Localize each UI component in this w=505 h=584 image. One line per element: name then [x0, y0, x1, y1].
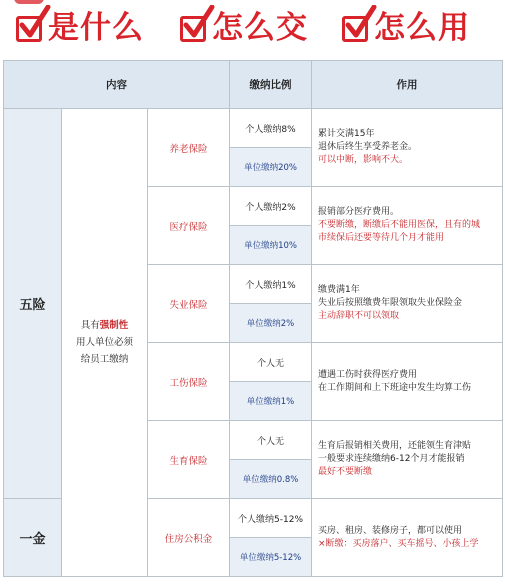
insurance-name: 工伤保险 — [148, 343, 230, 421]
use-line: 报销部分医疗费用。 — [318, 207, 400, 217]
use-line: 市续保后还要等待几个月才能用 — [318, 233, 445, 243]
description-line3: 给员工缴纳 — [80, 354, 129, 365]
personal-rate: 个人缴纳8% — [230, 109, 312, 148]
insurance-name: 医疗保险 — [148, 187, 230, 265]
use-line: 失业后按照缴费年限领取失业保险金 — [318, 298, 463, 308]
header — [0, 0, 505, 58]
decor-mark — [14, 0, 44, 4]
unit-rate: 单位缴纳0.8% — [230, 460, 312, 499]
use-line: 买房、租房、装修房子，都可以使用 — [318, 525, 463, 536]
use-cell — [312, 499, 503, 577]
use-line: 可以中断，影响不大。 — [318, 155, 409, 165]
col-header-use: 作用 — [312, 61, 503, 109]
insurance-name: 失业保险 — [148, 265, 230, 343]
insurance-name: 生育保险 — [148, 421, 230, 499]
use-line: 生育后报销相关费用，还能领生育津贴 — [318, 441, 472, 451]
personal-rate: 个人无 — [230, 421, 312, 460]
unit-rate: 单位缴纳1% — [230, 382, 312, 421]
use-line: 遭遇工伤时获得医疗费用 — [318, 369, 418, 380]
personal-rate: 个人缴纳2% — [230, 187, 312, 226]
unit-rate: 单位缴纳20% — [230, 148, 312, 187]
highlight-mandatory: 强制性 — [99, 320, 129, 331]
personal-rate: 个人缴纳1% — [230, 265, 312, 304]
header-label: 是什么 — [48, 10, 144, 46]
use-line: 缴费满1年 — [318, 285, 360, 295]
description-cell — [62, 109, 148, 577]
checkbox-icon — [342, 16, 368, 42]
category-yijin: 一金 — [4, 499, 62, 577]
col-header-content: 内容 — [4, 61, 230, 109]
insurance-name: 养老保险 — [148, 109, 230, 187]
use-line: 退休后终生享受养老金。 — [318, 142, 418, 152]
use-line: 一般要求连续缴纳6-12个月才能报销 — [318, 454, 465, 464]
header-label: 怎么用 — [374, 10, 470, 46]
description-line2: 用人单位必须 — [75, 337, 133, 348]
unit-rate: 单位缴纳10% — [230, 226, 312, 265]
use-cell — [312, 109, 503, 187]
personal-rate: 个人无 — [230, 343, 312, 382]
category-wuxian: 五险 — [4, 109, 62, 499]
checkbox-icon — [16, 16, 42, 42]
unit-rate: 单位缴纳2% — [230, 304, 312, 343]
use-line: 累计交满15年 — [318, 129, 375, 139]
use-cell — [312, 421, 503, 499]
use-cell — [312, 187, 503, 265]
use-cell — [312, 265, 503, 343]
col-header-ratio: 缴纳比例 — [230, 61, 312, 109]
use-cell — [312, 343, 503, 421]
use-line: 主动辞职不可以领取 — [318, 311, 400, 321]
use-line: ×断缴：买房落户、买车摇号、小孩上学 — [318, 538, 479, 549]
use-line: 最好不要断缴 — [318, 467, 373, 477]
insurance-table — [3, 60, 503, 577]
use-line: 在工作期间和上下班途中发生均算工伤 — [318, 382, 472, 393]
insurance-name: 住房公积金 — [148, 499, 230, 577]
description-line1: 具有强制性 — [80, 320, 129, 331]
checkbox-icon — [180, 16, 206, 42]
use-line: 不要断缴，断缴后不能用医保，且有的城 — [318, 220, 481, 230]
unit-rate: 单位缴纳5-12% — [230, 538, 312, 577]
personal-rate: 个人缴纳5-12% — [230, 499, 312, 538]
header-label: 怎么交 — [212, 10, 308, 46]
